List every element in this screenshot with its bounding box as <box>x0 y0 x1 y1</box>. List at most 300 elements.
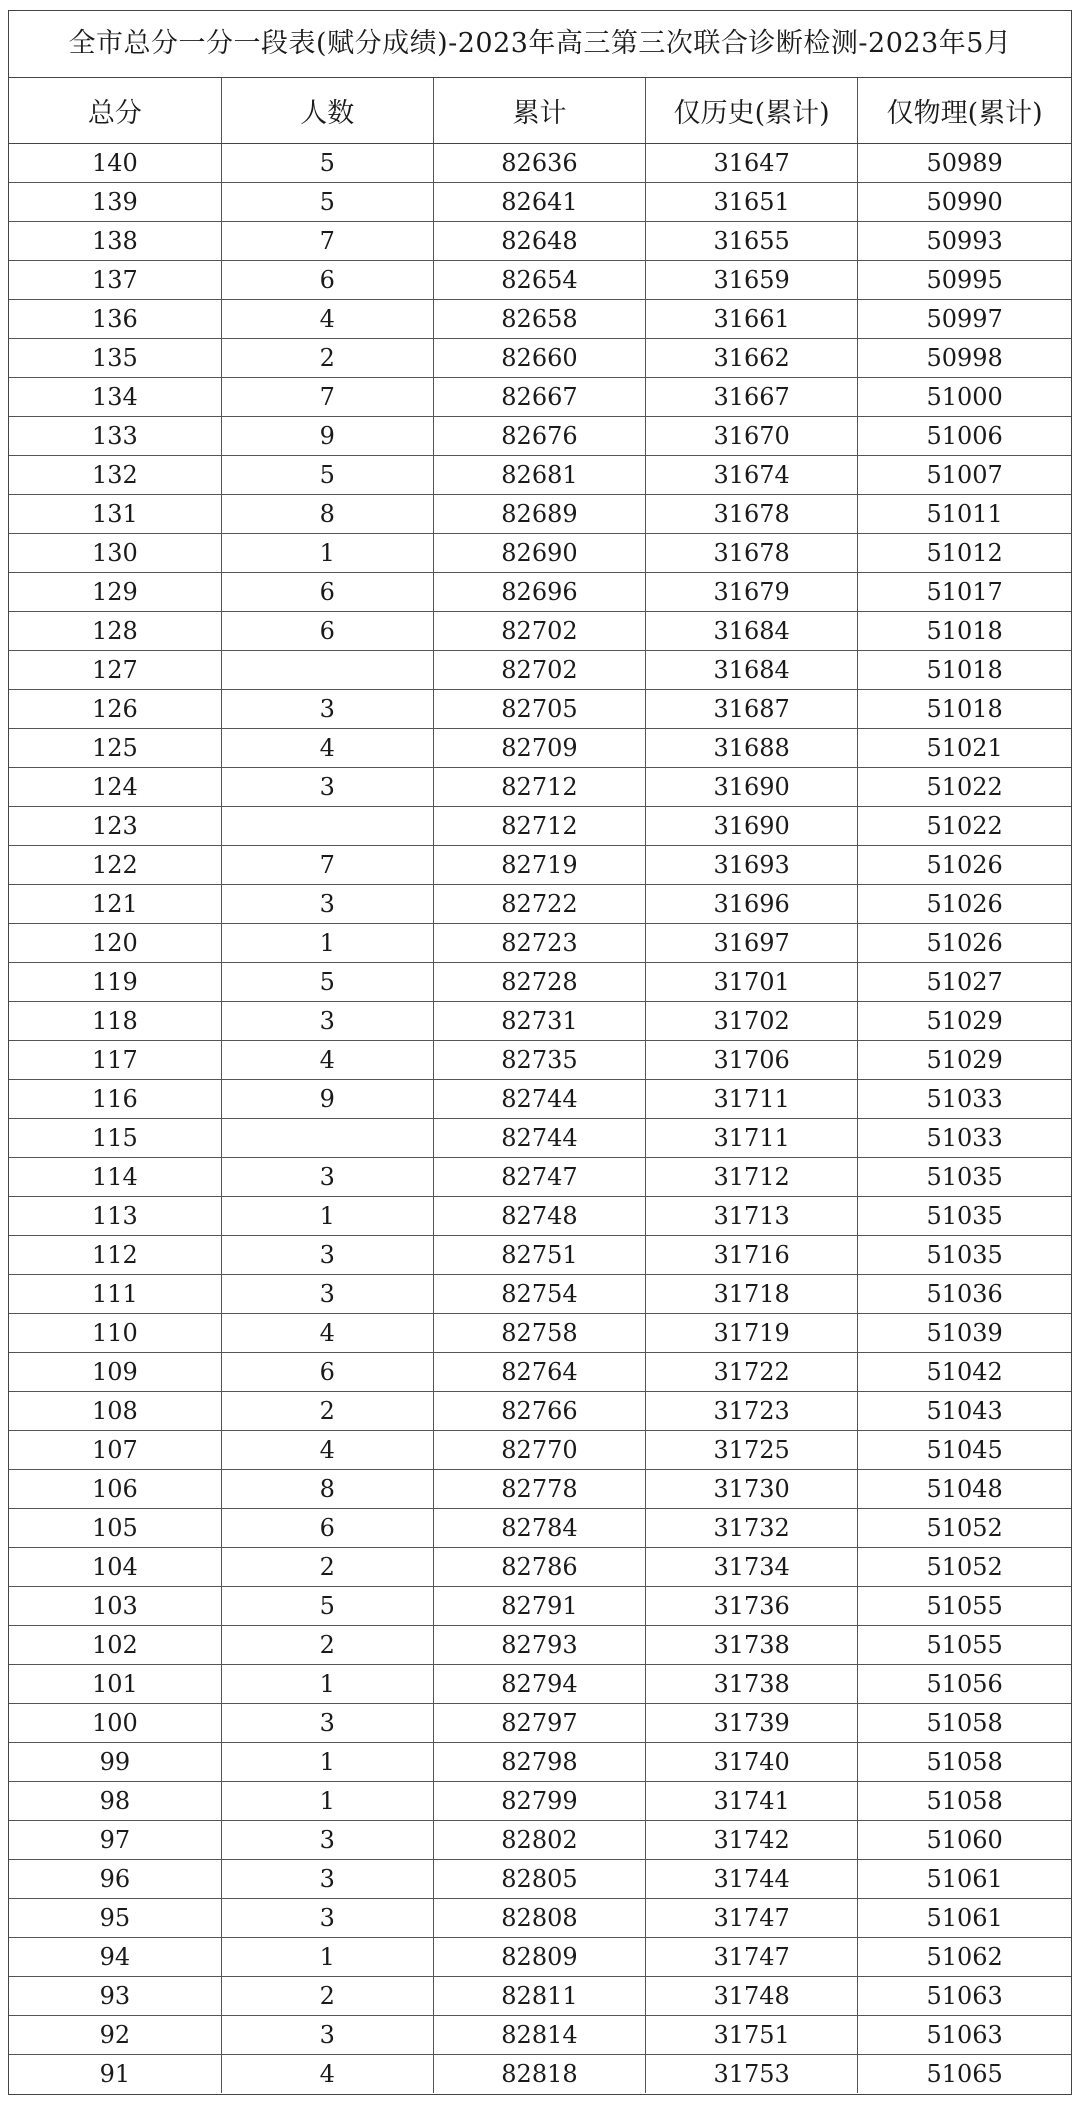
physics-cumulative-cell: 51021 <box>858 729 1071 768</box>
physics-cumulative-cell: 51006 <box>858 417 1071 456</box>
count-cell: 1 <box>221 1197 433 1236</box>
header-count: 人数 <box>221 78 433 144</box>
table-row <box>9 1470 1071 1509</box>
count-cell: 4 <box>221 2055 433 2094</box>
history-cumulative-cell: 31748 <box>646 1977 858 2016</box>
count-cell: 3 <box>221 1275 433 1314</box>
cumulative-cell: 82814 <box>433 2016 645 2055</box>
physics-cumulative-cell: 51026 <box>858 846 1071 885</box>
cumulative-cell: 82791 <box>433 1587 645 1626</box>
cumulative-cell: 82712 <box>433 768 645 807</box>
table-row <box>9 573 1071 612</box>
history-cumulative-cell: 31734 <box>646 1548 858 1587</box>
physics-cumulative-cell: 51055 <box>858 1587 1071 1626</box>
count-cell: 2 <box>221 1392 433 1431</box>
total-score-cell: 108 <box>9 1392 221 1431</box>
physics-cumulative-cell: 51022 <box>858 768 1071 807</box>
cumulative-cell: 82764 <box>433 1353 645 1392</box>
total-score-cell: 120 <box>9 924 221 963</box>
cumulative-cell: 82793 <box>433 1626 645 1665</box>
table-row <box>9 378 1071 417</box>
total-score-cell: 138 <box>9 222 221 261</box>
cumulative-cell: 82719 <box>433 846 645 885</box>
count-cell: 2 <box>221 339 433 378</box>
total-score-cell: 114 <box>9 1158 221 1197</box>
count-cell: 4 <box>221 1431 433 1470</box>
history-cumulative-cell: 31662 <box>646 339 858 378</box>
table-row <box>9 1821 1071 1860</box>
total-score-cell: 136 <box>9 300 221 339</box>
total-score-cell: 100 <box>9 1704 221 1743</box>
physics-cumulative-cell: 50990 <box>858 183 1071 222</box>
history-cumulative-cell: 31655 <box>646 222 858 261</box>
history-cumulative-cell: 31711 <box>646 1119 858 1158</box>
total-score-cell: 127 <box>9 651 221 690</box>
history-cumulative-cell: 31687 <box>646 690 858 729</box>
count-cell: 3 <box>221 2016 433 2055</box>
total-score-cell: 94 <box>9 1938 221 1977</box>
physics-cumulative-cell: 51052 <box>858 1548 1071 1587</box>
history-cumulative-cell: 31719 <box>646 1314 858 1353</box>
total-score-cell: 101 <box>9 1665 221 1704</box>
total-score-cell: 134 <box>9 378 221 417</box>
table-row <box>9 924 1071 963</box>
physics-cumulative-cell: 51039 <box>858 1314 1071 1353</box>
cumulative-cell: 82705 <box>433 690 645 729</box>
count-cell: 4 <box>221 1041 433 1080</box>
total-score-cell: 113 <box>9 1197 221 1236</box>
physics-cumulative-cell: 51018 <box>858 690 1071 729</box>
count-cell: 4 <box>221 729 433 768</box>
table-row <box>9 1392 1071 1431</box>
physics-cumulative-cell: 50989 <box>858 144 1071 183</box>
table-row <box>9 1275 1071 1314</box>
count-cell: 4 <box>221 300 433 339</box>
physics-cumulative-cell: 51058 <box>858 1782 1071 1821</box>
history-cumulative-cell: 31741 <box>646 1782 858 1821</box>
cumulative-cell: 82667 <box>433 378 645 417</box>
table-row <box>9 1431 1071 1470</box>
total-score-cell: 132 <box>9 456 221 495</box>
header-physics-cumulative: 仅物理(累计) <box>858 78 1071 144</box>
header-total-score: 总分 <box>9 78 221 144</box>
cumulative-cell: 82681 <box>433 456 645 495</box>
cumulative-cell: 82797 <box>433 1704 645 1743</box>
table-row <box>9 1314 1071 1353</box>
cumulative-cell: 82636 <box>433 144 645 183</box>
total-score-cell: 130 <box>9 534 221 573</box>
history-cumulative-cell: 31725 <box>646 1431 858 1470</box>
physics-cumulative-cell: 50993 <box>858 222 1071 261</box>
total-score-cell: 106 <box>9 1470 221 1509</box>
table-title: 全市总分一分一段表(赋分成绩)-2023年高三第三次联合诊断检测-2023年5月 <box>9 11 1071 78</box>
physics-cumulative-cell: 50997 <box>858 300 1071 339</box>
history-cumulative-cell: 31722 <box>646 1353 858 1392</box>
total-score-cell: 105 <box>9 1509 221 1548</box>
table-row <box>9 2055 1071 2094</box>
table-row <box>9 1899 1071 1938</box>
total-score-cell: 126 <box>9 690 221 729</box>
physics-cumulative-cell: 51055 <box>858 1626 1071 1665</box>
count-cell: 7 <box>221 378 433 417</box>
count-cell: 5 <box>221 183 433 222</box>
cumulative-cell: 82751 <box>433 1236 645 1275</box>
physics-cumulative-cell: 51033 <box>858 1080 1071 1119</box>
table-row <box>9 534 1071 573</box>
history-cumulative-cell: 31702 <box>646 1002 858 1041</box>
count-cell: 1 <box>221 1938 433 1977</box>
table-row <box>9 1704 1071 1743</box>
total-score-cell: 116 <box>9 1080 221 1119</box>
cumulative-cell: 82648 <box>433 222 645 261</box>
total-score-cell: 121 <box>9 885 221 924</box>
history-cumulative-cell: 31678 <box>646 534 858 573</box>
table-row <box>9 222 1071 261</box>
count-cell: 3 <box>221 690 433 729</box>
cumulative-cell: 82811 <box>433 1977 645 2016</box>
history-cumulative-cell: 31732 <box>646 1509 858 1548</box>
count-cell: 1 <box>221 1665 433 1704</box>
total-score-cell: 129 <box>9 573 221 612</box>
cumulative-cell: 82808 <box>433 1899 645 1938</box>
table-row <box>9 1041 1071 1080</box>
cumulative-cell: 82747 <box>433 1158 645 1197</box>
history-cumulative-cell: 31712 <box>646 1158 858 1197</box>
count-cell: 8 <box>221 1470 433 1509</box>
header-cumulative: 累计 <box>433 78 645 144</box>
history-cumulative-cell: 31696 <box>646 885 858 924</box>
table-row <box>9 885 1071 924</box>
history-cumulative-cell: 31684 <box>646 651 858 690</box>
total-score-cell: 122 <box>9 846 221 885</box>
total-score-cell: 97 <box>9 1821 221 1860</box>
physics-cumulative-cell: 51056 <box>858 1665 1071 1704</box>
table-row <box>9 1782 1071 1821</box>
table-row <box>9 651 1071 690</box>
table-row <box>9 1353 1071 1392</box>
physics-cumulative-cell: 51035 <box>858 1158 1071 1197</box>
physics-cumulative-cell: 51043 <box>858 1392 1071 1431</box>
cumulative-cell: 82709 <box>433 729 645 768</box>
history-cumulative-cell: 31697 <box>646 924 858 963</box>
total-score-cell: 125 <box>9 729 221 768</box>
cumulative-cell: 82758 <box>433 1314 645 1353</box>
history-cumulative-cell: 31688 <box>646 729 858 768</box>
cumulative-cell: 82809 <box>433 1938 645 1977</box>
table-row <box>9 1197 1071 1236</box>
physics-cumulative-cell: 51061 <box>858 1899 1071 1938</box>
table-row <box>9 1977 1071 2016</box>
table-row <box>9 261 1071 300</box>
total-score-cell: 128 <box>9 612 221 651</box>
history-cumulative-cell: 31690 <box>646 807 858 846</box>
total-score-cell: 107 <box>9 1431 221 1470</box>
cumulative-cell: 82702 <box>433 612 645 651</box>
table-row <box>9 495 1071 534</box>
history-cumulative-cell: 31706 <box>646 1041 858 1080</box>
physics-cumulative-cell: 51048 <box>858 1470 1071 1509</box>
total-score-cell: 112 <box>9 1236 221 1275</box>
total-score-cell: 131 <box>9 495 221 534</box>
count-cell: 7 <box>221 222 433 261</box>
total-score-cell: 110 <box>9 1314 221 1353</box>
physics-cumulative-cell: 51052 <box>858 1509 1071 1548</box>
history-cumulative-cell: 31736 <box>646 1587 858 1626</box>
cumulative-cell: 82798 <box>433 1743 645 1782</box>
cumulative-cell: 82744 <box>433 1119 645 1158</box>
table-row <box>9 1665 1071 1704</box>
table-row <box>9 1119 1071 1158</box>
physics-cumulative-cell: 51065 <box>858 2055 1071 2094</box>
table-row <box>9 183 1071 222</box>
count-cell: 5 <box>221 144 433 183</box>
table-row <box>9 1509 1071 1548</box>
physics-cumulative-cell: 51027 <box>858 963 1071 1002</box>
total-score-cell: 124 <box>9 768 221 807</box>
history-cumulative-cell: 31744 <box>646 1860 858 1899</box>
cumulative-cell: 82818 <box>433 2055 645 2094</box>
history-cumulative-cell: 31716 <box>646 1236 858 1275</box>
cumulative-cell: 82722 <box>433 885 645 924</box>
total-score-cell: 140 <box>9 144 221 183</box>
history-cumulative-cell: 31651 <box>646 183 858 222</box>
table-row <box>9 807 1071 846</box>
cumulative-cell: 82786 <box>433 1548 645 1587</box>
physics-cumulative-cell: 51063 <box>858 1977 1071 2016</box>
table-row <box>9 1743 1071 1782</box>
history-cumulative-cell: 31739 <box>646 1704 858 1743</box>
physics-cumulative-cell: 51058 <box>858 1704 1071 1743</box>
physics-cumulative-cell: 51026 <box>858 885 1071 924</box>
total-score-cell: 92 <box>9 2016 221 2055</box>
table-row <box>9 1626 1071 1665</box>
total-score-cell: 137 <box>9 261 221 300</box>
history-cumulative-cell: 31679 <box>646 573 858 612</box>
count-cell: 6 <box>221 573 433 612</box>
count-cell: 2 <box>221 1548 433 1587</box>
cumulative-cell: 82794 <box>433 1665 645 1704</box>
total-score-cell: 119 <box>9 963 221 1002</box>
history-cumulative-cell: 31713 <box>646 1197 858 1236</box>
count-cell <box>221 807 433 846</box>
table-row <box>9 846 1071 885</box>
table-row <box>9 417 1071 456</box>
history-cumulative-cell: 31647 <box>646 144 858 183</box>
table-row <box>9 1548 1071 1587</box>
count-cell: 6 <box>221 612 433 651</box>
physics-cumulative-cell: 51007 <box>858 456 1071 495</box>
count-cell: 1 <box>221 1782 433 1821</box>
physics-cumulative-cell: 51058 <box>858 1743 1071 1782</box>
count-cell: 8 <box>221 495 433 534</box>
count-cell: 9 <box>221 1080 433 1119</box>
history-cumulative-cell: 31711 <box>646 1080 858 1119</box>
total-score-cell: 93 <box>9 1977 221 2016</box>
table-row <box>9 300 1071 339</box>
count-cell: 1 <box>221 534 433 573</box>
cumulative-cell: 82660 <box>433 339 645 378</box>
table-row <box>9 690 1071 729</box>
count-cell: 3 <box>221 1860 433 1899</box>
table-row <box>9 612 1071 651</box>
history-cumulative-cell: 31738 <box>646 1626 858 1665</box>
cumulative-cell: 82799 <box>433 1782 645 1821</box>
cumulative-cell: 82728 <box>433 963 645 1002</box>
cumulative-cell: 82805 <box>433 1860 645 1899</box>
history-cumulative-cell: 31747 <box>646 1899 858 1938</box>
physics-cumulative-cell: 51018 <box>858 612 1071 651</box>
total-score-cell: 109 <box>9 1353 221 1392</box>
table-row <box>9 1860 1071 1899</box>
total-score-cell: 96 <box>9 1860 221 1899</box>
table-row <box>9 768 1071 807</box>
total-score-cell: 104 <box>9 1548 221 1587</box>
count-cell: 3 <box>221 1899 433 1938</box>
history-cumulative-cell: 31751 <box>646 2016 858 2055</box>
header-row <box>9 78 1071 144</box>
score-table <box>9 78 1071 2093</box>
history-cumulative-cell: 31753 <box>646 2055 858 2094</box>
total-score-cell: 103 <box>9 1587 221 1626</box>
count-cell: 3 <box>221 1158 433 1197</box>
cumulative-cell: 82712 <box>433 807 645 846</box>
total-score-cell: 118 <box>9 1002 221 1041</box>
cumulative-cell: 82770 <box>433 1431 645 1470</box>
history-cumulative-cell: 31701 <box>646 963 858 1002</box>
table-row <box>9 1158 1071 1197</box>
count-cell: 5 <box>221 963 433 1002</box>
history-cumulative-cell: 31670 <box>646 417 858 456</box>
cumulative-cell: 82658 <box>433 300 645 339</box>
count-cell: 5 <box>221 456 433 495</box>
count-cell <box>221 651 433 690</box>
table-row <box>9 1236 1071 1275</box>
history-cumulative-cell: 31742 <box>646 1821 858 1860</box>
cumulative-cell: 82778 <box>433 1470 645 1509</box>
cumulative-cell: 82748 <box>433 1197 645 1236</box>
table-body <box>9 144 1071 2094</box>
physics-cumulative-cell: 51035 <box>858 1197 1071 1236</box>
cumulative-cell: 82641 <box>433 183 645 222</box>
table-row <box>9 1080 1071 1119</box>
cumulative-cell: 82696 <box>433 573 645 612</box>
total-score-cell: 99 <box>9 1743 221 1782</box>
count-cell: 3 <box>221 1821 433 1860</box>
table-row <box>9 339 1071 378</box>
history-cumulative-cell: 31740 <box>646 1743 858 1782</box>
count-cell: 9 <box>221 417 433 456</box>
physics-cumulative-cell: 51042 <box>858 1353 1071 1392</box>
total-score-cell: 135 <box>9 339 221 378</box>
total-score-cell: 115 <box>9 1119 221 1158</box>
count-cell: 3 <box>221 1704 433 1743</box>
cumulative-cell: 82754 <box>433 1275 645 1314</box>
physics-cumulative-cell: 51062 <box>858 1938 1071 1977</box>
count-cell: 6 <box>221 1353 433 1392</box>
cumulative-cell: 82723 <box>433 924 645 963</box>
history-cumulative-cell: 31738 <box>646 1665 858 1704</box>
physics-cumulative-cell: 51060 <box>858 1821 1071 1860</box>
count-cell: 6 <box>221 1509 433 1548</box>
table-row <box>9 963 1071 1002</box>
score-distribution-sheet <box>8 10 1072 2095</box>
count-cell: 7 <box>221 846 433 885</box>
cumulative-cell: 82654 <box>433 261 645 300</box>
count-cell: 6 <box>221 261 433 300</box>
total-score-cell: 123 <box>9 807 221 846</box>
history-cumulative-cell: 31684 <box>646 612 858 651</box>
count-cell: 1 <box>221 924 433 963</box>
total-score-cell: 117 <box>9 1041 221 1080</box>
total-score-cell: 98 <box>9 1782 221 1821</box>
header-history-cumulative: 仅历史(累计) <box>646 78 858 144</box>
total-score-cell: 133 <box>9 417 221 456</box>
physics-cumulative-cell: 51061 <box>858 1860 1071 1899</box>
history-cumulative-cell: 31693 <box>646 846 858 885</box>
cumulative-cell: 82702 <box>433 651 645 690</box>
physics-cumulative-cell: 51018 <box>858 651 1071 690</box>
physics-cumulative-cell: 51036 <box>858 1275 1071 1314</box>
history-cumulative-cell: 31661 <box>646 300 858 339</box>
physics-cumulative-cell: 51029 <box>858 1002 1071 1041</box>
total-score-cell: 139 <box>9 183 221 222</box>
table-row <box>9 456 1071 495</box>
cumulative-cell: 82744 <box>433 1080 645 1119</box>
physics-cumulative-cell: 51045 <box>858 1431 1071 1470</box>
history-cumulative-cell: 31730 <box>646 1470 858 1509</box>
history-cumulative-cell: 31718 <box>646 1275 858 1314</box>
cumulative-cell: 82676 <box>433 417 645 456</box>
physics-cumulative-cell: 51011 <box>858 495 1071 534</box>
physics-cumulative-cell: 51035 <box>858 1236 1071 1275</box>
physics-cumulative-cell: 51017 <box>858 573 1071 612</box>
cumulative-cell: 82735 <box>433 1041 645 1080</box>
table-row <box>9 729 1071 768</box>
count-cell: 3 <box>221 768 433 807</box>
total-score-cell: 102 <box>9 1626 221 1665</box>
table-row <box>9 1587 1071 1626</box>
history-cumulative-cell: 31723 <box>646 1392 858 1431</box>
physics-cumulative-cell: 51022 <box>858 807 1071 846</box>
count-cell: 2 <box>221 1977 433 2016</box>
cumulative-cell: 82802 <box>433 1821 645 1860</box>
history-cumulative-cell: 31667 <box>646 378 858 417</box>
physics-cumulative-cell: 51033 <box>858 1119 1071 1158</box>
count-cell: 3 <box>221 1236 433 1275</box>
total-score-cell: 111 <box>9 1275 221 1314</box>
cumulative-cell: 82766 <box>433 1392 645 1431</box>
count-cell <box>221 1119 433 1158</box>
physics-cumulative-cell: 51012 <box>858 534 1071 573</box>
count-cell: 5 <box>221 1587 433 1626</box>
physics-cumulative-cell: 51000 <box>858 378 1071 417</box>
cumulative-cell: 82689 <box>433 495 645 534</box>
table-row <box>9 2016 1071 2055</box>
table-row <box>9 144 1071 183</box>
table-row <box>9 1002 1071 1041</box>
count-cell: 3 <box>221 885 433 924</box>
physics-cumulative-cell: 51026 <box>858 924 1071 963</box>
cumulative-cell: 82784 <box>433 1509 645 1548</box>
count-cell: 2 <box>221 1626 433 1665</box>
cumulative-cell: 82731 <box>433 1002 645 1041</box>
physics-cumulative-cell: 50998 <box>858 339 1071 378</box>
physics-cumulative-cell: 51029 <box>858 1041 1071 1080</box>
history-cumulative-cell: 31678 <box>646 495 858 534</box>
physics-cumulative-cell: 51063 <box>858 2016 1071 2055</box>
history-cumulative-cell: 31674 <box>646 456 858 495</box>
physics-cumulative-cell: 50995 <box>858 261 1071 300</box>
